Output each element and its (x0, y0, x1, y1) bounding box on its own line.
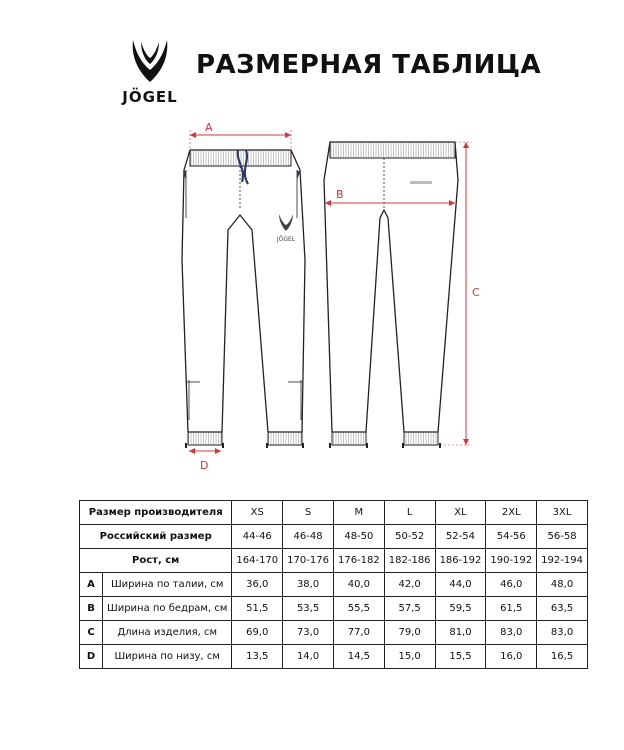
back-left-cuff (332, 432, 366, 445)
value-cell: 83,0 (486, 621, 537, 645)
size-cell: 164-170 (232, 549, 283, 573)
size-cell: 54-56 (486, 525, 537, 549)
label-b: B (336, 188, 344, 201)
size-cell: XS (232, 501, 283, 525)
value-cell: 59,5 (435, 597, 486, 621)
front-view (182, 150, 305, 448)
size-cell: L (384, 501, 435, 525)
size-cell: 3XL (537, 501, 588, 525)
header-label: Рост, см (80, 549, 232, 573)
size-table (79, 500, 588, 669)
value-cell: 55,5 (333, 597, 384, 621)
measure-row (80, 621, 588, 645)
size-cell: 190-192 (486, 549, 537, 573)
value-cell: 73,0 (283, 621, 334, 645)
value-cell: 14,0 (283, 645, 334, 669)
size-cell: 186-192 (435, 549, 486, 573)
back-view (324, 142, 458, 448)
measure-letter: A (80, 573, 103, 597)
value-cell: 16,5 (537, 645, 588, 669)
header-label: Размер производителя (80, 501, 232, 525)
measure-label: Длина изделия, см (103, 621, 232, 645)
value-cell: 53,5 (283, 597, 334, 621)
size-cell: 56-58 (537, 525, 588, 549)
header-row (80, 525, 588, 549)
value-cell: 16,0 (486, 645, 537, 669)
value-cell: 69,0 (232, 621, 283, 645)
size-cell: 52-54 (435, 525, 486, 549)
value-cell: 42,0 (384, 573, 435, 597)
pants-diagram (0, 110, 624, 490)
front-pants-outline (182, 150, 305, 432)
size-cell: 2XL (486, 501, 537, 525)
size-cell: 176-182 (333, 549, 384, 573)
value-cell: 15,5 (435, 645, 486, 669)
size-cell: 50-52 (384, 525, 435, 549)
value-cell: 77,0 (333, 621, 384, 645)
measure-label: Ширина по низу, см (103, 645, 232, 669)
value-cell: 46,0 (486, 573, 537, 597)
label-a: A (205, 121, 213, 134)
back-pants-outline (324, 142, 458, 432)
size-cell: S (283, 501, 334, 525)
page-title: РАЗМЕРНАЯ ТАБЛИЦА (196, 50, 542, 80)
value-cell: 83,0 (537, 621, 588, 645)
value-cell: 36,0 (232, 573, 283, 597)
front-right-cuff (268, 432, 302, 445)
jogel-emblem-icon (127, 38, 173, 84)
measure-row (80, 645, 588, 669)
value-cell: 38,0 (283, 573, 334, 597)
measure-label: Ширина по бедрам, см (103, 597, 232, 621)
size-cell: 192-194 (537, 549, 588, 573)
measure-label: Ширина по талии, см (103, 573, 232, 597)
value-cell: 14,5 (333, 645, 384, 669)
measure-letter: B (80, 597, 103, 621)
header (0, 0, 624, 110)
value-cell: 79,0 (384, 621, 435, 645)
value-cell: 48,0 (537, 573, 588, 597)
label-c: C (472, 286, 480, 299)
header-label: Российский размер (80, 525, 232, 549)
value-cell: 13,5 (232, 645, 283, 669)
back-right-cuff (404, 432, 438, 445)
value-cell: 51,5 (232, 597, 283, 621)
value-cell: 44,0 (435, 573, 486, 597)
garment-logo-text: JÖGEL (276, 236, 296, 243)
size-cell: 182-186 (384, 549, 435, 573)
value-cell: 15,0 (384, 645, 435, 669)
header-row (80, 549, 588, 573)
measure-row (80, 597, 588, 621)
value-cell: 57,5 (384, 597, 435, 621)
size-cell: 48-50 (333, 525, 384, 549)
measure-d (189, 448, 221, 472)
front-left-cuff (188, 432, 222, 445)
brand-logo (110, 38, 190, 108)
size-cell: XL (435, 501, 486, 525)
value-cell: 40,0 (333, 573, 384, 597)
back-waistband (330, 142, 455, 158)
header-row (80, 501, 588, 525)
value-cell: 61,5 (486, 597, 537, 621)
value-cell: 81,0 (435, 621, 486, 645)
size-cell: 170-176 (283, 549, 334, 573)
value-cell: 63,5 (537, 597, 588, 621)
measure-letter: D (80, 645, 103, 669)
size-cell: M (333, 501, 384, 525)
measure-row (80, 573, 588, 597)
measure-a (190, 121, 291, 150)
size-cell: 46-48 (283, 525, 334, 549)
label-d: D (200, 459, 209, 472)
size-cell: 44-46 (232, 525, 283, 549)
brand-name: JÖGEL (122, 88, 178, 106)
measure-letter: C (80, 621, 103, 645)
